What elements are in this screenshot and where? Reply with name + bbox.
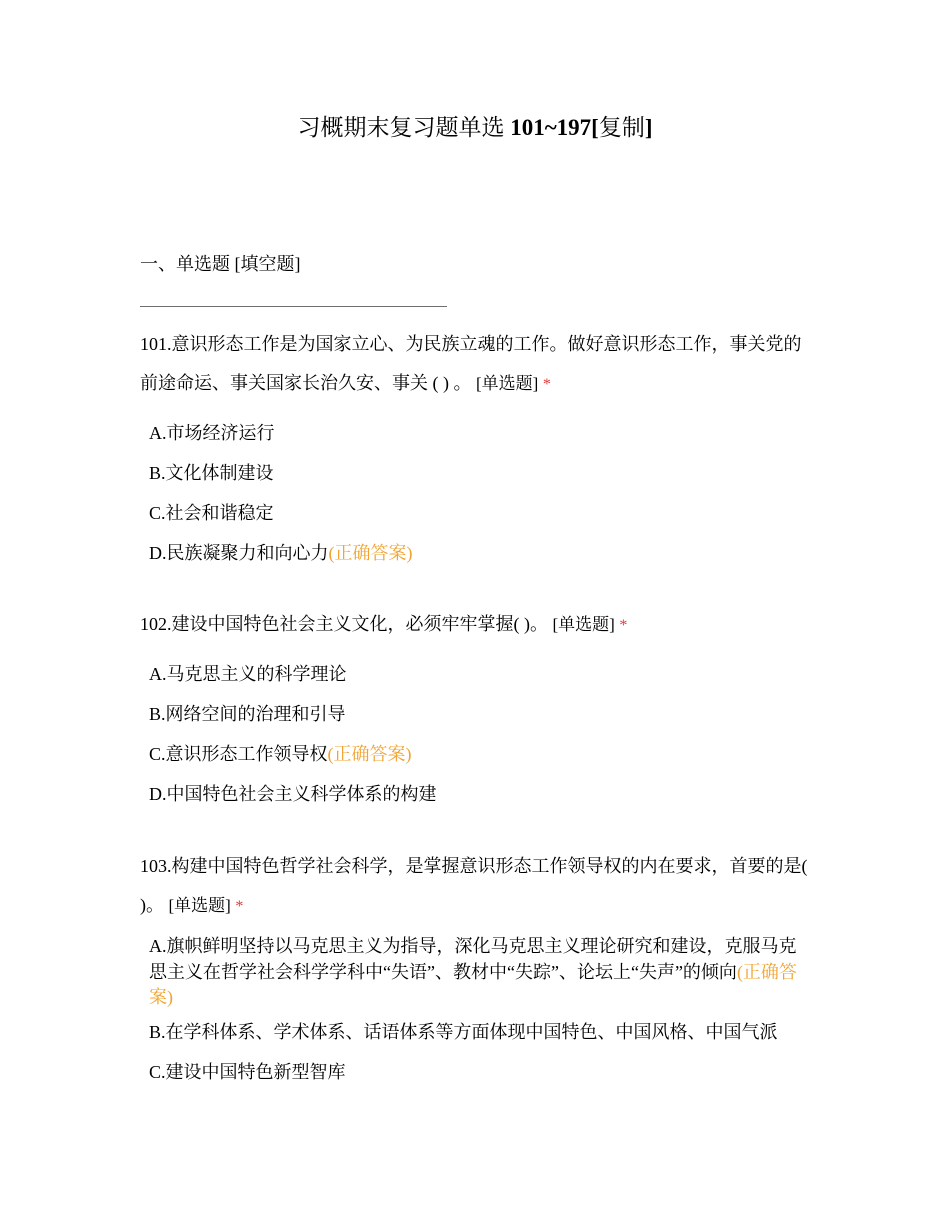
correct-answer-label: (正确答案) [149, 961, 797, 1007]
option-text: C.社会和谐稳定 [149, 503, 274, 523]
question-stem: 103.构建中国特色哲学社会科学，是掌握意识形态工作领导权的内在要求，首要的是( )。 [140, 856, 808, 915]
option-text: C.意识形态工作领导权 [149, 744, 328, 764]
title-part-3: 复制 [598, 115, 645, 140]
question-type-tag: [单选题] [168, 896, 231, 915]
question-type-tag: [单选题] [476, 374, 539, 393]
option-a [149, 661, 810, 687]
title-part-1: 习概期末复习题单选 [297, 115, 511, 140]
correct-answer-label: (正确答案) [328, 543, 413, 563]
required-mark: * [235, 898, 244, 915]
option-a [149, 420, 810, 446]
document-title [0, 112, 950, 144]
required-mark: * [619, 617, 628, 634]
question-text [140, 605, 810, 645]
option-c [149, 741, 810, 767]
option-text: C.建设中国特色新型智库 [149, 1061, 346, 1082]
option-a [149, 934, 810, 1011]
question-101 [140, 325, 810, 566]
option-text: A.市场经济运行 [149, 423, 275, 443]
question-text [140, 847, 810, 926]
option-text: B.在学科体系、学术体系、话语体系等方面体现中国特色、中国风格、中国气派 [149, 1021, 778, 1042]
option-text: B.网络空间的治理和引导 [149, 704, 346, 724]
option-d [149, 540, 810, 566]
option-text: A.旗帜鲜明坚持以马克思主义为指导，深化马克思主义理论研究和建设，克服马克思主义在哲学社会科学学科中“失语”、教材中“失踪”、论坛上“失声”的倾向 [149, 936, 797, 982]
option-c [149, 500, 810, 526]
option-b [149, 701, 810, 727]
option-c [149, 1059, 810, 1085]
question-stem: 101.意识形态工作是为国家立心、为民族立魂的工作。做好意识形态工作，事关党的前途命运、事关国家长治久安、事关 ( ) 。 [140, 334, 802, 393]
required-mark: * [542, 376, 551, 393]
option-b [149, 1019, 810, 1045]
question-type-tag: [单选题] [552, 615, 615, 634]
question-103 [140, 847, 810, 1085]
option-text: D.民族凝聚力和向心力 [149, 543, 329, 563]
section-heading: 一、单选题 [填空题] [140, 254, 301, 274]
question-text [140, 325, 810, 404]
correct-answer-label: (正确答案) [327, 744, 412, 764]
fill-in-blank-line [140, 306, 447, 307]
option-text: A.马克思主义的科学理论 [149, 664, 347, 684]
question-stem: 102.建设中国特色社会主义文化，必须牢牢掌握( )。 [140, 614, 548, 634]
option-b [149, 460, 810, 486]
title-part-4: ] [644, 115, 653, 140]
option-d [149, 781, 810, 807]
option-text: B.文化体制建设 [149, 463, 274, 483]
option-text: D.中国特色社会主义科学体系的构建 [149, 784, 437, 804]
title-part-2: 101~197[ [510, 115, 599, 140]
question-102 [140, 605, 810, 807]
